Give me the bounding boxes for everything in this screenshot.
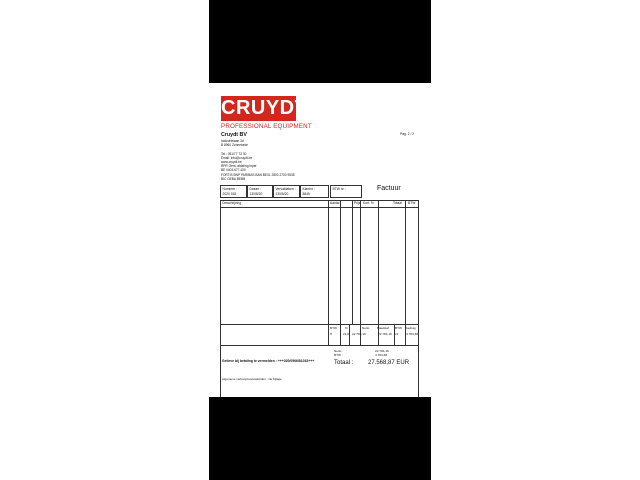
vat-row-code: H <box>330 332 333 336</box>
bottom-letterbox <box>209 397 431 480</box>
top-letterbox <box>209 0 431 83</box>
table-summary-divider <box>220 345 419 346</box>
vat-row-vat: 21 <box>395 332 399 336</box>
terms-note: Algemene verkoopsvoorwaarden : zie bijlage <box>222 377 282 381</box>
column-divider <box>349 324 350 345</box>
grand-total-label: Totaal : <box>334 360 354 366</box>
page-number: Pag. 2 / 2 <box>400 132 415 136</box>
column-divider <box>328 200 329 345</box>
customer-number-label: Klantnr : <box>302 187 315 191</box>
vat-row-rate: 21,0 <box>343 332 350 336</box>
summary-net-label: Netto : <box>334 349 344 353</box>
vat-header-rate: % <box>345 326 348 330</box>
vat-header-code: BTW <box>330 326 337 330</box>
company-name: Cruydt BV <box>221 132 247 138</box>
document-title: Factuur <box>377 185 401 192</box>
address-line: BIC GEBA BEBB <box>221 176 246 181</box>
company-address <box>221 139 295 181</box>
table-header-divider <box>220 207 419 208</box>
col-total: Totaal <box>393 201 402 205</box>
col-description: Omschrijving <box>222 201 242 205</box>
invoice-number-box <box>220 185 247 198</box>
invoice-date-label: Datum : <box>249 187 262 191</box>
column-divider <box>360 200 361 345</box>
column-divider <box>405 200 406 345</box>
invoice-date-box <box>247 185 273 198</box>
due-date-label: Vervaldatum : <box>275 187 296 191</box>
invoice-document <box>209 83 431 397</box>
col-price: Prijs <box>354 201 361 205</box>
logo-tagline: PROFESSIONAL EQUIPMENT <box>221 123 312 130</box>
company-logo: CRUYDT <box>221 97 308 119</box>
line-items-table <box>220 200 419 407</box>
column-divider <box>352 200 353 324</box>
vat-row-base: 22.784,16 <box>378 332 392 336</box>
grand-total-value: 27.568,87 EUR <box>368 360 410 366</box>
summary-vat-label: BTW : <box>334 353 343 357</box>
vat-row-amount: 4.784,68 <box>406 332 419 336</box>
address-line: FORTIS BNP PARIBAS BAN BE31 2800 2700 9535 <box>221 172 295 177</box>
address-line: www.cruydt.be <box>221 160 242 165</box>
vat-number-box <box>330 185 362 198</box>
column-divider <box>340 200 341 345</box>
invoice-date-value: 13/05/20 <box>249 192 263 196</box>
payment-reference-note: Gelieve bij betaling te vermelden : +++020/0566/81033+++ <box>222 359 315 363</box>
vat-header-net: Netto <box>362 326 370 330</box>
customer-number-box <box>300 185 329 198</box>
vat-header-vat: BTW <box>395 326 402 330</box>
vat-row-net: 22.784,16 <box>352 332 366 336</box>
address-line: Industrielaan 3d <box>221 139 244 143</box>
table-body-divider <box>220 324 419 325</box>
address-line: Tel.: 051/77 73 30 <box>221 151 247 156</box>
vat-header-base: Maatstaf <box>377 326 389 330</box>
due-date-box <box>273 185 300 198</box>
col-discount: Kort. % <box>363 201 374 205</box>
address-line: BE 0403.677.400 <box>221 168 246 173</box>
col-vat: BTW <box>408 201 416 205</box>
address-line: Email: info@cruydt.be <box>221 155 253 160</box>
invoice-number-label: Nummer : <box>222 187 237 191</box>
vat-header-amount: bedrag <box>406 326 416 330</box>
col-quantity: Aantal <box>330 201 340 205</box>
due-date-value: 13/05/20 <box>275 192 289 196</box>
column-divider <box>378 200 379 345</box>
customer-number-value: 8845 <box>302 192 310 196</box>
invoice-number-value: 2020 918 <box>222 192 237 196</box>
address-line: B 8960 Zonnebeke <box>221 143 248 148</box>
summary-net-value: 22.784,16 <box>375 349 389 353</box>
summary-vat-value: 4.784,68 <box>375 353 388 357</box>
vat-number-label: BTW nr. : <box>332 187 347 191</box>
address-line: RPR Gent, afdeling Ieper <box>221 164 257 169</box>
